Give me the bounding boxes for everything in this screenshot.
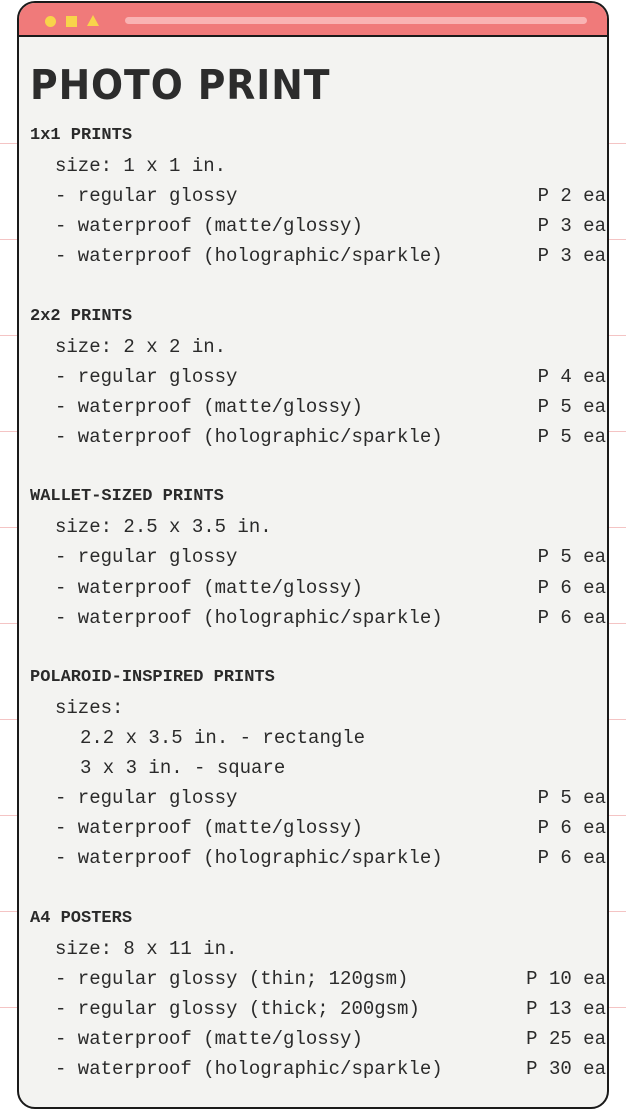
- section-heading: [30, 121, 609, 151]
- price-value: P 4 ea: [537, 365, 606, 388]
- price-value: P 6 ea: [537, 847, 606, 870]
- price-value: P 5 ea: [537, 546, 606, 569]
- section-heading: [30, 904, 609, 934]
- section-heading-text: POLAROID-INSPIRED PRINTS: [30, 667, 275, 687]
- size-info-text: size: 8 x 11 in.: [55, 937, 238, 960]
- price-value: P 5 ea: [537, 426, 606, 448]
- price-row-text: - waterproof (matte/glossy): [55, 576, 363, 599]
- price-row-text: - regular glossy: [55, 185, 238, 208]
- size-option-text: 2.2 x 3.5 in. - rectangle: [80, 727, 366, 749]
- price-row: [55, 422, 609, 452]
- price-row-text: - regular glossy: [55, 787, 238, 810]
- price-row: [55, 1054, 609, 1084]
- price-row-text: - regular glossy: [55, 365, 238, 388]
- size-info: [55, 332, 609, 362]
- size-option: [80, 723, 609, 753]
- browser-window: [17, 1, 609, 1109]
- price-value: P 13 ea: [526, 997, 606, 1020]
- section-heading: [30, 482, 609, 512]
- section-heading-text: A4 POSTERS: [30, 908, 133, 928]
- price-value: P 5 ea: [537, 395, 606, 418]
- section-heading-text: WALLET-SIZED PRINTS: [30, 487, 224, 507]
- price-row-text: - waterproof (matte/glossy): [55, 1028, 363, 1050]
- size-info: [55, 512, 609, 542]
- size-info-text: size: 2.5 x 3.5 in.: [55, 516, 272, 539]
- size-option: [80, 753, 609, 783]
- section-heading-text: 1x1 PRINTS: [30, 126, 133, 145]
- price-row-text: - waterproof (holographic/sparkle): [55, 847, 443, 870]
- price-row: [55, 783, 609, 813]
- triangle-icon[interactable]: [87, 15, 99, 26]
- address-bar[interactable]: [125, 17, 587, 24]
- price-row: [55, 362, 609, 392]
- price-row-text: - waterproof (holographic/sparkle): [55, 1058, 443, 1081]
- price-row: [55, 573, 609, 603]
- price-row-text: - waterproof (matte/glossy): [55, 395, 363, 418]
- price-row-text: - waterproof (holographic/sparkle): [55, 426, 443, 448]
- square-icon[interactable]: [66, 16, 77, 27]
- size-info: [55, 693, 609, 723]
- price-row: [55, 241, 609, 271]
- price-row-text: - regular glossy: [55, 546, 238, 569]
- size-info-text: size: 2 x 2 in.: [55, 335, 227, 358]
- price-value: P 30 ea: [526, 1058, 606, 1081]
- size-info: [55, 151, 609, 181]
- page-title: PHOTO PRINT: [30, 61, 331, 109]
- price-row-text: - regular glossy (thick; 200gsm): [55, 997, 420, 1020]
- price-value: P 25 ea: [526, 1028, 606, 1050]
- price-value: P 6 ea: [537, 606, 606, 629]
- size-info-text: size: 1 x 1 in.: [55, 155, 227, 178]
- price-row: [55, 1024, 609, 1054]
- price-row: [55, 392, 609, 422]
- price-row-text: - waterproof (matte/glossy): [55, 215, 363, 238]
- section-heading-text: 2x2 PRINTS: [30, 306, 133, 326]
- price-value: P 6 ea: [537, 576, 606, 599]
- price-row: [55, 181, 609, 211]
- price-row: [55, 542, 609, 572]
- price-row: [55, 603, 609, 633]
- price-value: P 10 ea: [526, 967, 606, 990]
- section-heading: [30, 302, 609, 332]
- price-row-text: - waterproof (holographic/sparkle): [55, 606, 443, 629]
- size-info-text: sizes:: [55, 696, 124, 719]
- price-row-text: - waterproof (matte/glossy): [55, 817, 363, 840]
- section-heading: [30, 663, 609, 693]
- price-value: P 2 ea: [537, 185, 606, 208]
- price-list: [30, 37, 607, 1107]
- price-value: P 6 ea: [537, 817, 606, 840]
- price-row-text: - waterproof (holographic/sparkle): [55, 245, 443, 268]
- price-row: [55, 843, 609, 873]
- price-value: P 3 ea: [537, 245, 606, 268]
- size-info: [55, 934, 609, 964]
- price-row: [55, 813, 609, 843]
- price-value: P 3 ea: [537, 215, 606, 238]
- price-row: [55, 994, 609, 1024]
- price-row-text: - regular glossy (thin; 120gsm): [55, 967, 409, 990]
- price-row: [55, 211, 609, 241]
- circle-icon[interactable]: [45, 16, 56, 27]
- window-titlebar: [19, 3, 607, 37]
- price-value: P 5 ea: [537, 787, 606, 810]
- size-option-text: 3 x 3 in. - square: [80, 757, 286, 780]
- price-row: [55, 964, 609, 994]
